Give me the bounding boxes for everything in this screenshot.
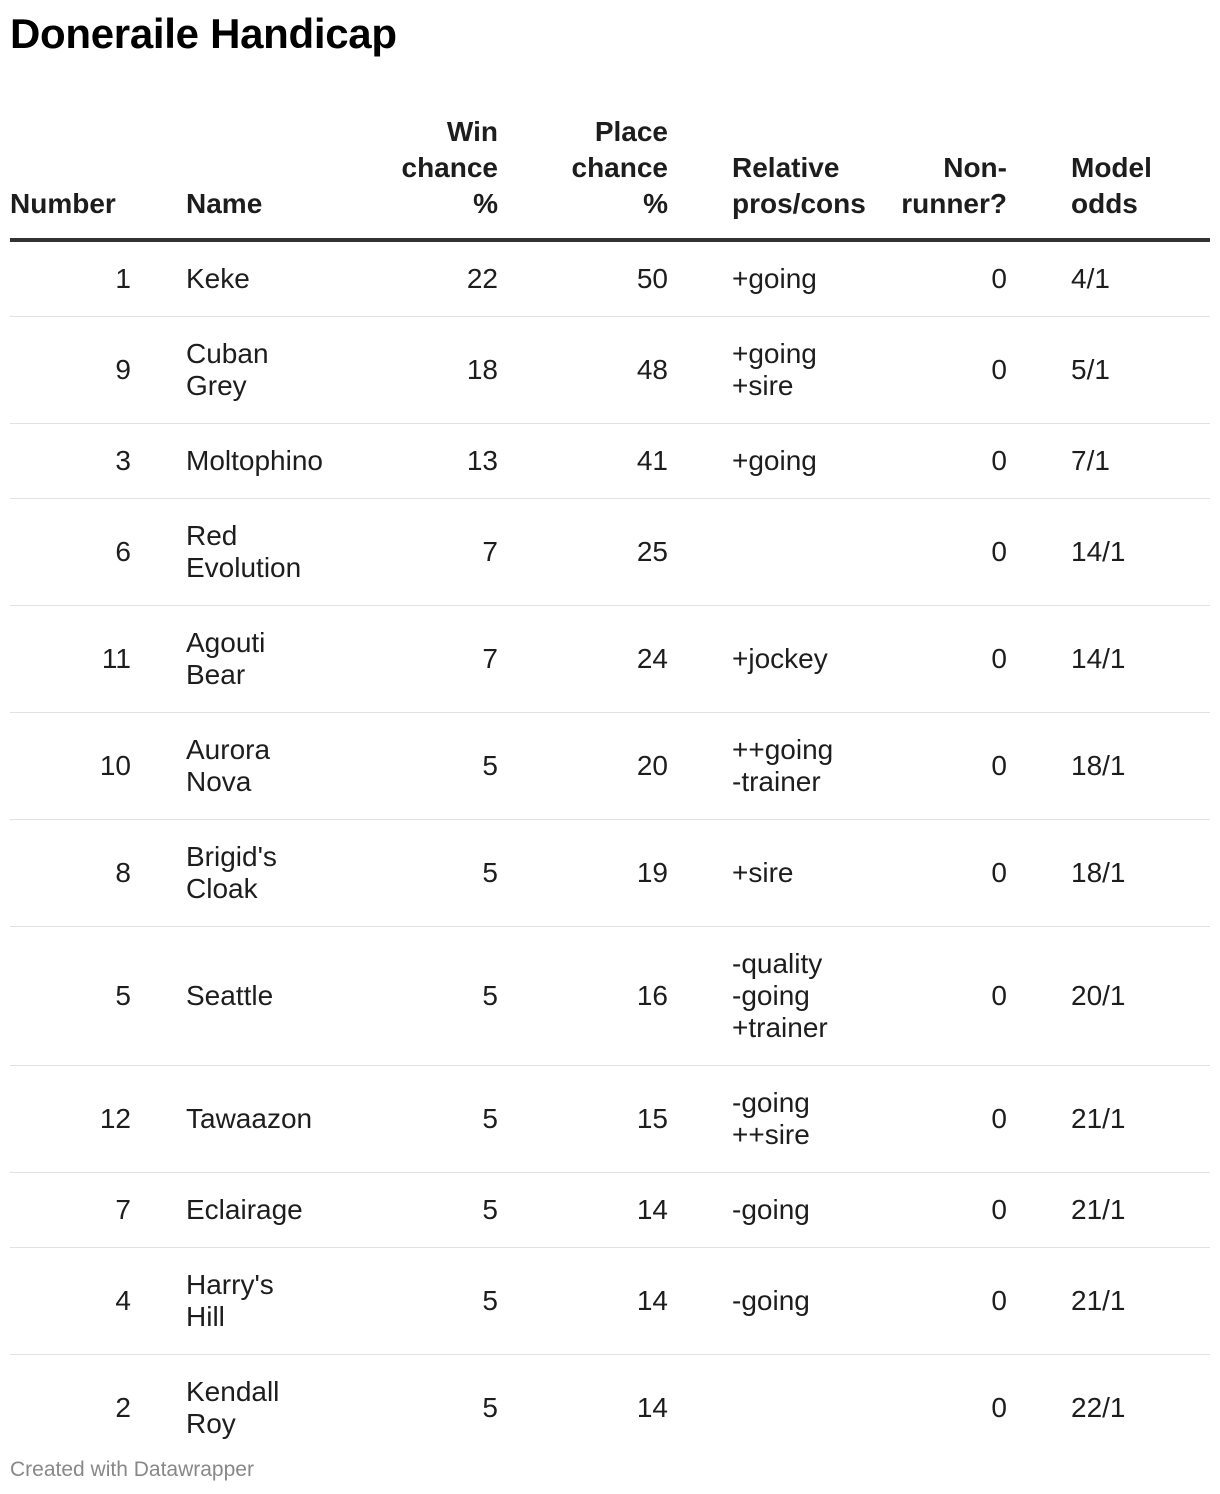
header-non-runner[interactable]: Non- runner? [880,114,1025,240]
cell-place-chance: 41 [510,424,680,499]
cell-model-odds: 7/1 [1025,424,1210,499]
cell-model-odds: 20/1 [1025,927,1210,1066]
cell-place-chance: 48 [510,317,680,424]
cell-model-odds: 18/1 [1025,820,1210,927]
cell-number: 12 [10,1066,140,1173]
cell-name: Tawaazon [140,1066,310,1173]
cell-name: Harry's Hill [140,1248,310,1355]
cell-non-runner: 0 [880,240,1025,317]
cell-name: Red Evolution [140,499,310,606]
header-row [10,114,1210,240]
cell-non-runner: 0 [880,1248,1025,1355]
cell-place-chance: 19 [510,820,680,927]
cell-name: Cuban Grey [140,317,310,424]
cell-place-chance: 16 [510,927,680,1066]
table-row [10,424,1210,499]
table-row [10,1173,1210,1248]
cell-relative-pros-cons: ++going -trainer [680,713,880,820]
header-name[interactable]: Name [140,114,310,240]
cell-number: 9 [10,317,140,424]
cell-model-odds: 14/1 [1025,499,1210,606]
cell-relative-pros-cons: +sire [680,820,880,927]
cell-number: 10 [10,713,140,820]
cell-non-runner: 0 [880,1066,1025,1173]
cell-place-chance: 50 [510,240,680,317]
cell-name: Aurora Nova [140,713,310,820]
cell-name: Agouti Bear [140,606,310,713]
cell-number: 5 [10,927,140,1066]
header-number[interactable]: Number [10,114,140,240]
cell-place-chance: 14 [636,1392,668,1423]
table-row [10,1355,1210,1462]
cell-win-chance: 7 [310,499,510,606]
cell-name: Seattle [140,927,310,1066]
table-row [10,820,1210,927]
cell-place-chance: 25 [510,499,680,606]
cell-place-chance: 14 [510,1173,680,1248]
cell-relative-pros-cons: +jockey [680,606,880,713]
cell-number: 7 [10,1173,140,1248]
cell-name: Keke [140,240,310,317]
cell-place-chance: 15 [510,1066,680,1173]
cell-non-runner: 0 [880,499,1025,606]
header-place-chance[interactable]: Place chance % [510,114,680,240]
table-title: Doneraile Handicap [10,10,397,57]
race-table [10,114,1210,1461]
table-row [10,927,1210,1066]
cell-relative-pros-cons: -going [680,1173,880,1248]
footer-credit: Created with Datawrapper [10,1458,254,1481]
header-win-chance[interactable]: Win chance % [310,114,510,240]
cell-relative-pros-cons: -going ++sire [680,1066,880,1173]
cell-win-chance: 5 [310,820,510,927]
table-row [10,1066,1210,1173]
cell-number: 2 [115,1392,131,1423]
cell-number: 6 [10,499,140,606]
table-row [10,606,1210,713]
cell-non-runner: 0 [880,606,1025,713]
cell-number: 1 [10,240,140,317]
table-row [10,317,1210,424]
cell-number: 3 [10,424,140,499]
cell-non-runner: 0 [880,317,1025,424]
header-relative-pros-cons[interactable]: Relative pros/cons [680,114,880,240]
table-row [10,499,1210,606]
cell-relative-pros-cons [680,499,880,606]
table-row [10,713,1210,820]
cell-model-odds: 14/1 [1025,606,1210,713]
cell-non-runner: 0 [880,424,1025,499]
header-model-odds[interactable]: Model odds [1025,114,1210,240]
table-body [10,240,1210,1461]
cell-win-chance: 13 [310,424,510,499]
cell-model-odds: 21/1 [1025,1248,1210,1355]
cell-name: Eclairage [140,1173,310,1248]
cell-win-chance: 22 [310,240,510,317]
cell-number: 4 [10,1248,140,1355]
cell-relative-pros-cons: -quality -going +trainer [680,927,880,1066]
cell-model-odds: 21/1 [1025,1173,1210,1248]
cell-win-chance: 5 [310,927,510,1066]
cell-non-runner: 0 [880,713,1025,820]
cell-non-runner: 0 [880,820,1025,927]
cell-name: Kendall Roy [186,1376,280,1439]
cell-model-odds: 22/1 [1071,1392,1126,1423]
cell-number: 8 [10,820,140,927]
cell-relative-pros-cons: -going [680,1248,880,1355]
cell-place-chance: 24 [510,606,680,713]
cell-relative-pros-cons: +going +sire [680,317,880,424]
cell-model-odds: 5/1 [1025,317,1210,424]
cell-relative-pros-cons [680,1355,880,1462]
cell-model-odds: 4/1 [1025,240,1210,317]
table-header [10,114,1210,240]
cell-win-chance: 5 [310,1173,510,1248]
cell-non-runner: 0 [880,1173,1025,1248]
cell-place-chance: 14 [510,1248,680,1355]
cell-relative-pros-cons: +going [680,424,880,499]
cell-name: Brigid's Cloak [140,820,310,927]
cell-non-runner: 0 [991,1392,1007,1423]
cell-relative-pros-cons: +going [680,240,880,317]
cell-model-odds: 18/1 [1025,713,1210,820]
cell-win-chance: 18 [310,317,510,424]
cell-non-runner: 0 [880,927,1025,1066]
cell-win-chance: 5 [482,1392,498,1423]
table-row [10,240,1210,317]
cell-name: Moltophino [140,424,310,499]
cell-place-chance: 20 [510,713,680,820]
cell-win-chance: 5 [310,1066,510,1173]
cell-win-chance: 5 [310,713,510,820]
cell-model-odds: 21/1 [1025,1066,1210,1173]
cell-win-chance: 7 [310,606,510,713]
cell-number: 11 [10,606,140,713]
cell-win-chance: 5 [310,1248,510,1355]
table-row [10,1248,1210,1355]
